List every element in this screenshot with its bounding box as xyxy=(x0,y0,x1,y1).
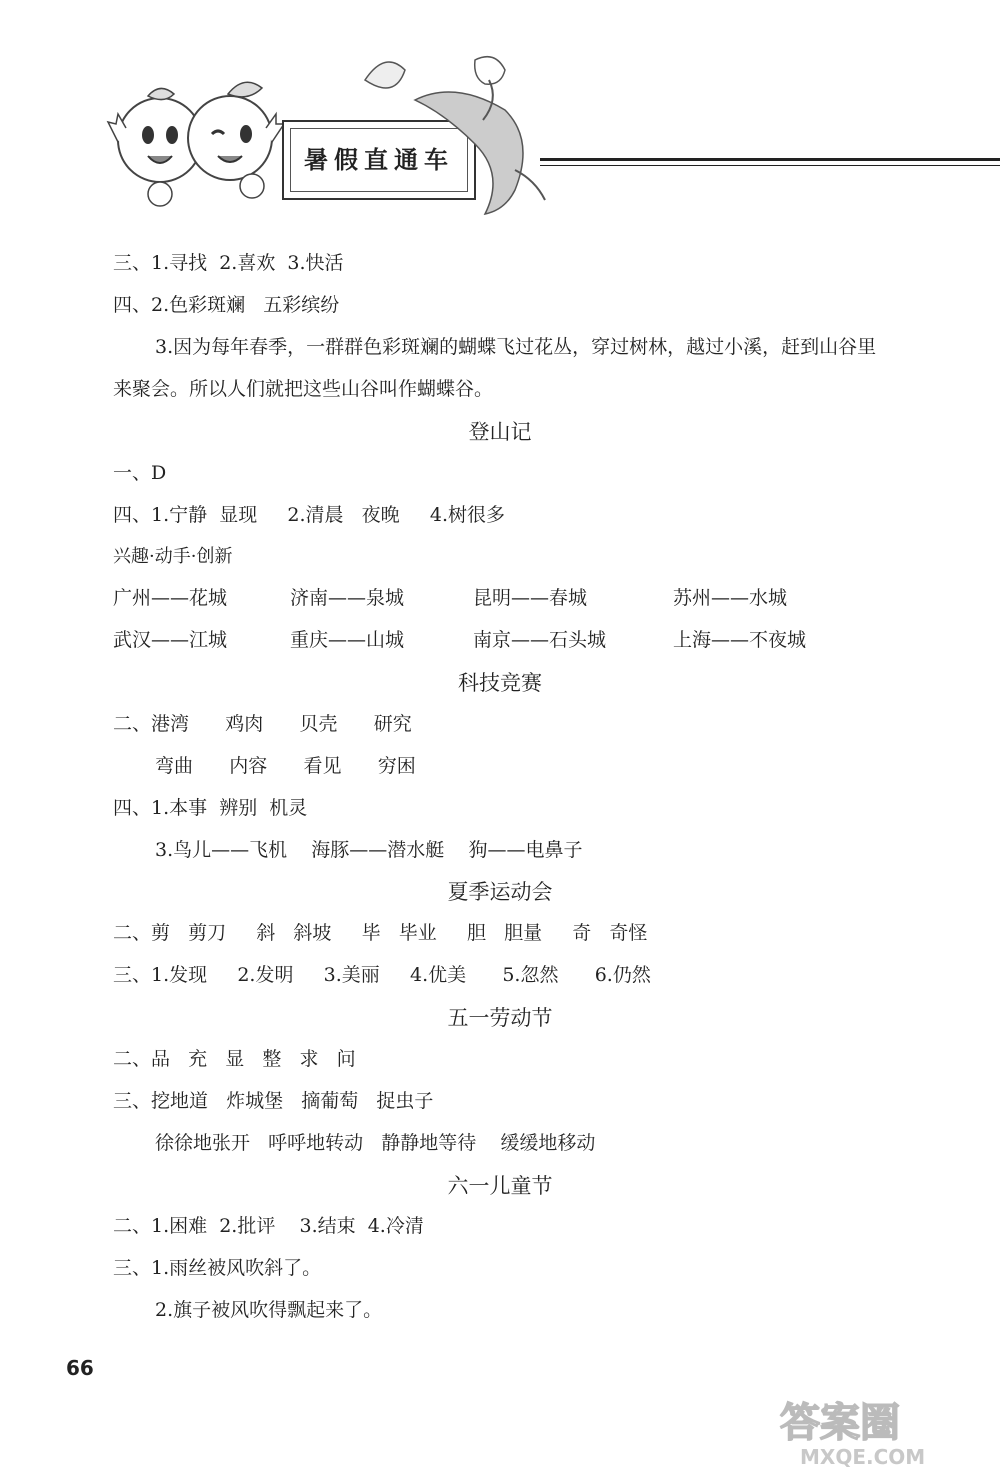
section-heading: 五一劳动节 xyxy=(447,1006,553,1030)
city-item: 重庆——山城 xyxy=(290,629,405,651)
answer-line: 三、挖地道 炸城堡 摘葡萄 捉虫子 xyxy=(113,1090,434,1112)
orange-mascots-icon xyxy=(100,60,290,210)
answer-line: 一、D xyxy=(113,462,167,484)
answer-line: 三、1.寻找 2.喜欢 3.快活 xyxy=(113,252,344,274)
section-heading: 六一儿童节 xyxy=(447,1174,553,1198)
section-heading: 登山记 xyxy=(468,420,532,444)
answer-line: 四、2.色彩斑斓 五彩缤纷 xyxy=(113,294,340,316)
answer-line: 四、1.本事 辨别 机灵 xyxy=(113,797,308,819)
dolphin-girl-icon xyxy=(355,40,555,220)
answer-line: 二、港湾 鸡肉 贝壳 研究 xyxy=(113,713,412,735)
city-item: 昆明——春城 xyxy=(473,587,588,609)
section-heading: 夏季运动会 xyxy=(447,880,553,904)
header-rule-thin xyxy=(540,165,1000,166)
answer-line: 三、1.雨丝被风吹斜了。 xyxy=(113,1257,322,1279)
answer-line: 二、剪 剪刀 斜 斜坡 毕 毕业 胆 胆量 奇 奇怪 xyxy=(113,922,648,944)
header-rule xyxy=(540,158,1000,161)
answer-line: 2.旗子被风吹得飘起来了。 xyxy=(155,1299,383,1321)
city-item: 济南——泉城 xyxy=(290,587,405,609)
answer-line: 三、1.发现 2.发明 3.美丽 4.优美 5.忽然 6.仍然 xyxy=(113,964,651,986)
header-banner xyxy=(0,0,1000,230)
city-item: 武汉——江城 xyxy=(113,629,228,651)
svg-text:MXQE.COM: MXQE.COM xyxy=(800,1445,926,1469)
answer-line: 弯曲 内容 看见 穷困 xyxy=(155,755,416,777)
answer-line: 徐徐地张开 呼呼地转动 静静地等待 缓缓地移动 xyxy=(155,1132,596,1154)
answer-line: 二、品 充 显 整 求 问 xyxy=(113,1048,356,1070)
svg-text:答案圈: 答案圈 xyxy=(780,1400,900,1446)
city-item: 南京——石头城 xyxy=(473,629,607,651)
section-heading: 科技竞赛 xyxy=(458,671,542,695)
answer-line: 3.鸟儿——飞机 海豚——潜水艇 狗——电鼻子 xyxy=(155,839,583,861)
city-item: 广州——花城 xyxy=(113,587,228,609)
watermark-logo-icon xyxy=(770,1390,995,1470)
city-item: 苏州——水城 xyxy=(673,587,788,609)
answer-line: 兴趣·动手·创新 xyxy=(113,546,233,567)
answer-line: 来聚会。所以人们就把这些山谷叫作蝴蝶谷。 xyxy=(113,378,494,400)
city-item: 上海——不夜城 xyxy=(673,629,807,651)
answer-line: 四、1.宁静 显现 2.清晨 夜晚 4.树很多 xyxy=(113,504,505,526)
page-number: 66 xyxy=(66,1356,94,1380)
answer-line: 3.因为每年春季，一群群色彩斑斓的蝴蝶飞过花丛，穿过树林，越过小溪，赶到山谷里 xyxy=(155,336,877,358)
answer-line: 二、1.困难 2.批评 3.结束 4.冷清 xyxy=(113,1215,424,1237)
header-title: 暑假直通车 xyxy=(304,145,454,174)
